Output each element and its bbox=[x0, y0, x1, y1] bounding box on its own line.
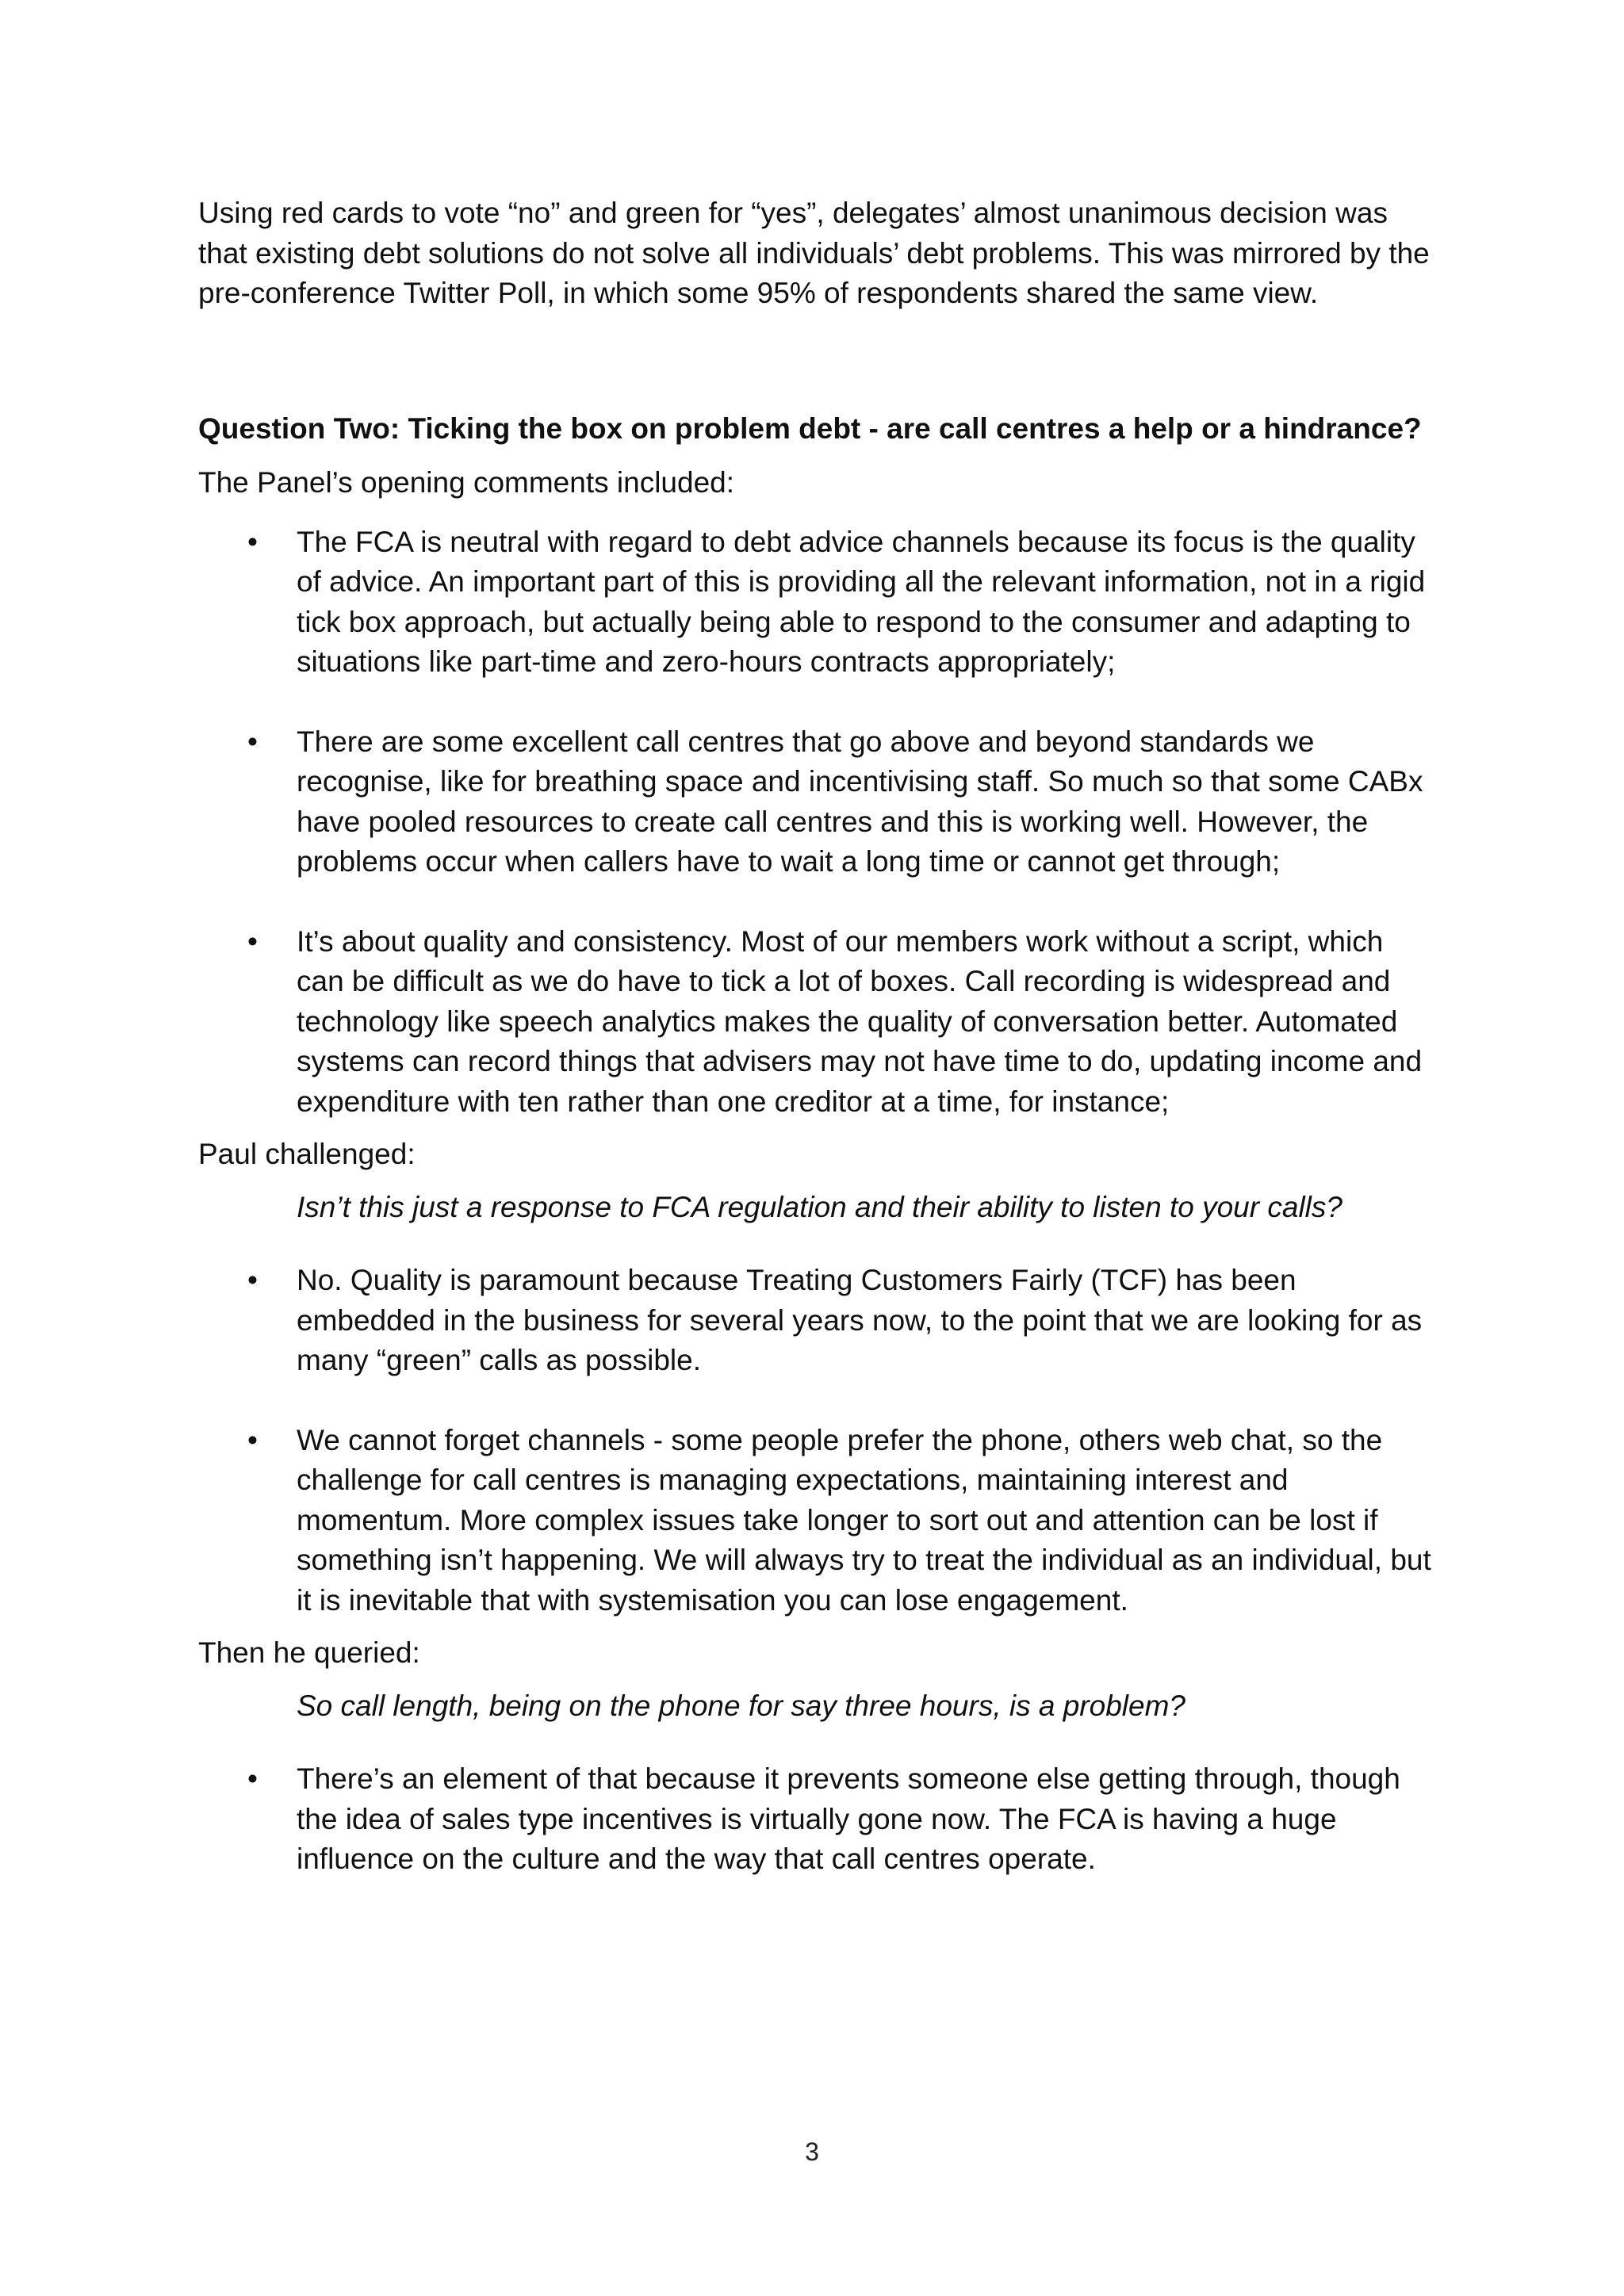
bullet-icon: • bbox=[247, 1264, 258, 1296]
bullet-item bbox=[198, 922, 1435, 1123]
bullet-item bbox=[198, 1759, 1435, 1880]
bullet-item bbox=[198, 522, 1435, 683]
panel-bullet-list bbox=[198, 522, 1435, 1123]
query-quote: So call length, being on the phone for say three hours, is a problem? bbox=[297, 1689, 1185, 1722]
page-number: 3 bbox=[805, 2137, 819, 2166]
bullet-text: No. Quality is paramount because Treating Customers Fairly (TCF) has been embedded in the business for several years now, to the point that we are looking for as many “green” calls as possible. bbox=[297, 1264, 1423, 1376]
challenge-quote: Isn’t this just a response to FCA regulation and their ability to listen to your calls? bbox=[297, 1190, 1342, 1223]
bullet-text: The FCA is neutral with regard to debt advice channels because its focus is the quality of advice. An important part of this is providing all the relevant information, not in a rigid tick box approach, but actually being able to respond to the consumer and adapting to situations like part-time and zero-hours contracts appropriately; bbox=[297, 525, 1426, 678]
page-content bbox=[198, 193, 1435, 1919]
challenge-bullet-list bbox=[198, 1261, 1435, 1621]
panel-intro: The Panel’s opening comments included: bbox=[198, 466, 735, 499]
bullet-item bbox=[198, 1421, 1435, 1621]
bullet-text: There are some excellent call centres that go above and beyond standards we recognise, like for breathing space and incentivising staff. So much so that some CABx have pooled resources to create call centres and this is working well. However, the problems occur when callers have to wait a long time or cannot get through; bbox=[297, 725, 1423, 878]
bullet-icon: • bbox=[247, 1423, 258, 1456]
bullet-item bbox=[198, 722, 1435, 882]
bullet-icon: • bbox=[247, 1762, 258, 1795]
query-bullet-list bbox=[198, 1759, 1435, 1880]
bullet-text: There’s an element of that because it prevents someone else getting through, though the idea of sales type incentives is virtually gone now. The FCA is having a huge influence on the culture and the way that call centres operate. bbox=[297, 1762, 1400, 1875]
bullet-text: It’s about quality and consistency. Most of our members work without a script, which can be difficult as we do have to tick a lot of boxes. Call recording is widespread and technology like speech analytics makes the quality of conversation better. Automated systems can record things that advisers may not have time to do, updating income and expenditure with ten rather than one creditor at a time, for instance; bbox=[297, 924, 1423, 1118]
bullet-icon: • bbox=[247, 525, 258, 558]
bullet-icon: • bbox=[247, 924, 258, 958]
bullet-icon: • bbox=[247, 725, 258, 758]
challenge-label: Paul challenged: bbox=[198, 1138, 416, 1170]
bullet-item bbox=[198, 1261, 1435, 1381]
intro-paragraph: Using red cards to vote “no” and green for “yes”, delegates’ almost unanimous decision was that existing debt solutions do not solve all individuals’ debt problems. This was mirrored by the pre-conference Twitter Poll, in which some 95% of respondents shared the same view. bbox=[198, 197, 1430, 309]
query-label: Then he queried: bbox=[198, 1636, 420, 1669]
bullet-text: We cannot forget channels - some people prefer the phone, others web chat, so the challenge for call centres is managing expectations, maintaining interest and momentum. More complex issues take longer to sort out and attention can be lost if something isn’t happening. We will always try to treat the individual as an individual, but it is inevitable that with systemisation you can lose engagement. bbox=[297, 1423, 1431, 1617]
question-heading: Question Two: Ticking the box on problem debt - are call centres a help or a hindrance? bbox=[198, 411, 1422, 445]
